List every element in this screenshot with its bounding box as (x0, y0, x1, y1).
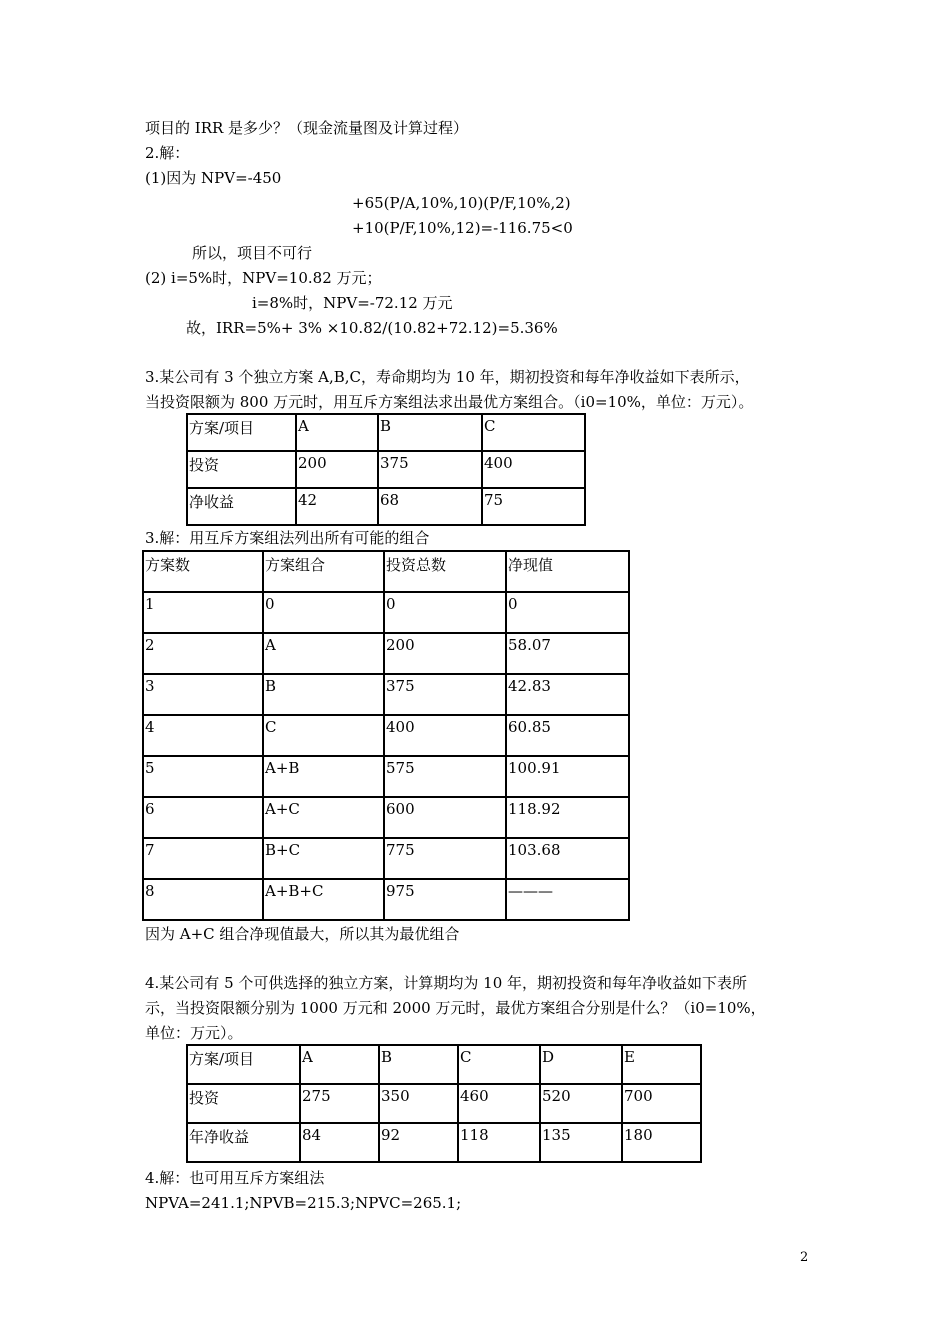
table-row (187, 451, 585, 488)
table-cell: 200 (296, 451, 378, 488)
table-cell: 7 (143, 838, 263, 879)
table-cell: 58.07 (506, 633, 629, 674)
table-cell: 6 (143, 797, 263, 838)
table-cell: 42.83 (506, 674, 629, 715)
table-row (187, 1045, 701, 1084)
answer-4-line: NPVA=241.1;NPVB=215.3;NPVC=265.1; (145, 1194, 462, 1212)
table-cell: 方案/项目 (187, 1045, 300, 1084)
table-cell: 投资 (187, 451, 296, 488)
table-cell: 75 (482, 488, 585, 525)
table-cell: A+B (263, 756, 384, 797)
page-number: 2 (800, 1250, 809, 1265)
table-row (143, 838, 629, 879)
table-cell: D (540, 1045, 622, 1084)
answer-4-line: 4.解：也可用互斥方案组法 (145, 1169, 325, 1187)
formula-line: +65(P/A,10%,10)(P/F,10%,2) (352, 194, 571, 212)
table-cell: 600 (384, 797, 506, 838)
table-cell: 400 (482, 451, 585, 488)
table-cell: 350 (379, 1084, 458, 1123)
table-cell: B (379, 1045, 458, 1084)
table-row (187, 488, 585, 525)
question-3-line: 当投资限额为 800 万元时，用互斥方案组法求出最优方案组合。（i0=10%，单位：万元）。 (145, 393, 754, 411)
text-line: (2) i=5%时，NPV=10.82 万元； (145, 269, 382, 287)
table-cell: 375 (378, 451, 482, 488)
table-cell: 460 (458, 1084, 540, 1123)
text-line: 所以，项目不可行 (192, 244, 313, 262)
table-cell: B (378, 414, 482, 451)
table-cell: A+B+C (263, 879, 384, 920)
text-line: (1)因为 NPV=-450 (145, 169, 282, 187)
table-row (143, 756, 629, 797)
table-cell: 5 (143, 756, 263, 797)
table-cell: 8 (143, 879, 263, 920)
table-cell: A (296, 414, 378, 451)
table-cell: 84 (300, 1123, 379, 1162)
table-cell: A+C (263, 797, 384, 838)
question-4-line: 示，当投资限额分别为 1000 万元和 2000 万元时，最优方案组合分别是什么？（i0=10%， (145, 999, 766, 1017)
table-cell: 118 (458, 1123, 540, 1162)
table-cell: 投资总数 (384, 551, 506, 592)
table-row (143, 633, 629, 674)
table-cell: C (458, 1045, 540, 1084)
table-cell: 180 (622, 1123, 701, 1162)
table-cell: 575 (384, 756, 506, 797)
table-cell: 方案/项目 (187, 414, 296, 451)
formula-line: +10(P/F,10%,12)=-116.75<0 (352, 219, 573, 237)
table-cell: 100.91 (506, 756, 629, 797)
table-cell: 60.85 (506, 715, 629, 756)
table-cell: 275 (300, 1084, 379, 1123)
text-line: 故，IRR=5%+ 3% ×10.82/(10.82+72.12)=5.36% (186, 319, 558, 337)
table-row (143, 551, 629, 592)
table-cell: C (263, 715, 384, 756)
answer-3-line: 3.解：用互斥方案组法列出所有可能的组合 (145, 529, 430, 547)
table-cell: 0 (384, 592, 506, 633)
table-cell: 975 (384, 879, 506, 920)
table-cell: 投资 (187, 1084, 300, 1123)
table-cell: 净现值 (506, 551, 629, 592)
text-line: i=8%时，NPV=-72.12 万元 (252, 294, 453, 312)
table-row (143, 592, 629, 633)
table-cell: B+C (263, 838, 384, 879)
table-row (187, 1084, 701, 1123)
table-row (143, 797, 629, 838)
table-cell: 200 (384, 633, 506, 674)
table-cell: C (482, 414, 585, 451)
table-cell: 775 (384, 838, 506, 879)
table-cell: 年净收益 (187, 1123, 300, 1162)
table-cell: 1 (143, 592, 263, 633)
table-cell: A (300, 1045, 379, 1084)
table-row (143, 879, 629, 920)
table-cell: 3 (143, 674, 263, 715)
table-row (143, 715, 629, 756)
table-4-plans (186, 1044, 702, 1163)
text-line: 2.解： (145, 144, 190, 162)
table-cell: 方案组合 (263, 551, 384, 592)
table-cell: 400 (384, 715, 506, 756)
question-3-line: 3.某公司有 3 个独立方案 A,B,C，寿命期均为 10 年，期初投资和每年净收益如下表所示， (145, 368, 750, 386)
table-cell: 92 (379, 1123, 458, 1162)
conclusion-3-line: 因为 A+C 组合净现值最大，所以其为最优组合 (145, 925, 460, 943)
table-cell: 42 (296, 488, 378, 525)
table-cell: 2 (143, 633, 263, 674)
table-row (187, 1123, 701, 1162)
table-row (143, 674, 629, 715)
table-cell: 520 (540, 1084, 622, 1123)
table-cell: 0 (263, 592, 384, 633)
table-3-plans (186, 413, 586, 526)
table-3-combinations (142, 550, 630, 921)
table-cell: E (622, 1045, 701, 1084)
question-4-line: 单位：万元）。 (145, 1024, 243, 1042)
table-row (187, 414, 585, 451)
table-cell: A (263, 633, 384, 674)
table-cell: 0 (506, 592, 629, 633)
table-cell: 净收益 (187, 488, 296, 525)
table-cell: 700 (622, 1084, 701, 1123)
question-4-line: 4.某公司有 5 个可供选择的独立方案，计算期均为 10 年，期初投资和每年净收益如下表所 (145, 974, 748, 992)
text-line: 项目的 IRR 是多少？（现金流量图及计算过程） (145, 119, 469, 137)
table-cell: 方案数 (143, 551, 263, 592)
table-cell: 118.92 (506, 797, 629, 838)
table-cell: 375 (384, 674, 506, 715)
table-cell: B (263, 674, 384, 715)
table-cell: ——— (506, 879, 629, 920)
table-cell: 135 (540, 1123, 622, 1162)
table-cell: 68 (378, 488, 482, 525)
table-cell: 4 (143, 715, 263, 756)
table-cell: 103.68 (506, 838, 629, 879)
